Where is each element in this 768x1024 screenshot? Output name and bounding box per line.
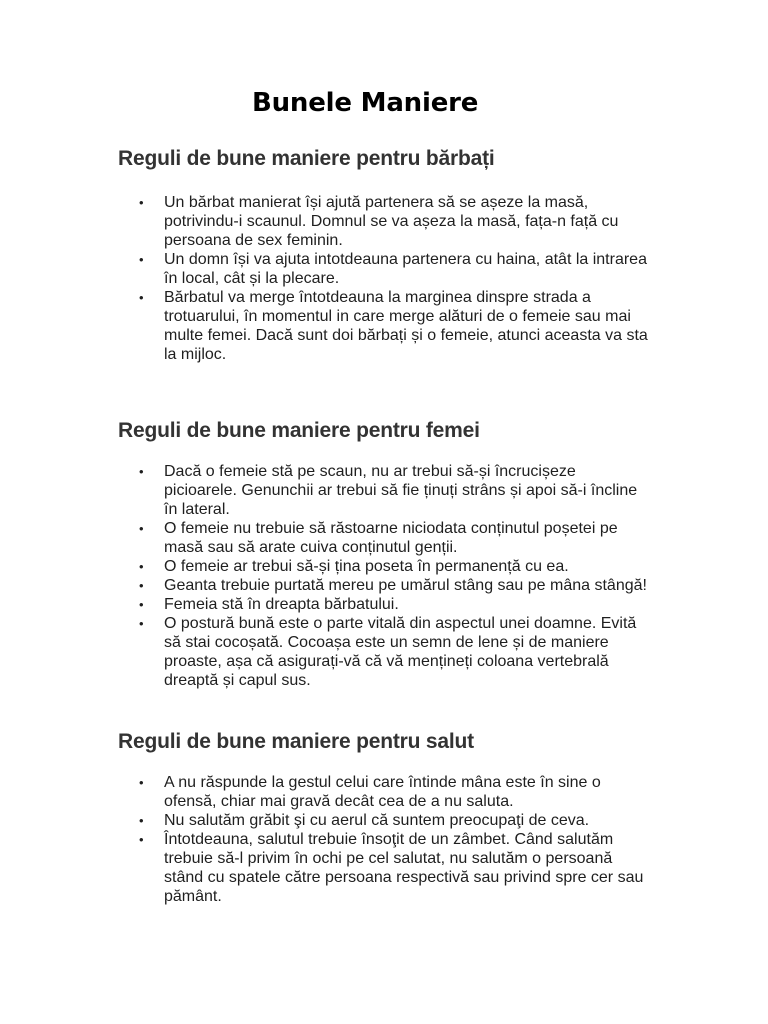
section-heading-femei: Reguli de bune maniere pentru femei [118, 419, 480, 442]
list-item: • Nu salutăm grăbit şi cu aerul că suntem preocupaţi de ceva. [130, 811, 650, 830]
list-item: • O postură bună este o parte vitală din aspectul unei doamne. Evită să stai cocoșată. Cocoașa este un semn de lene și de maniere proaste, așa că asigurați-vă că vă mențineți coloana vertebrală dreaptă și capul sus. [130, 614, 650, 690]
document-title: Bunele Maniere [252, 88, 479, 118]
bullet-list-barbati [130, 193, 650, 364]
list-item: • Un domn își va ajuta intotdeauna partenera cu haina, atât la intrarea în local, cât și la plecare. [130, 250, 650, 288]
section-heading-salut: Reguli de bune maniere pentru salut [118, 730, 474, 753]
list-item: • A nu răspunde la gestul celui care întinde mâna este în sine o ofensă, chiar mai gravă decât cea de a nu saluta. [130, 773, 650, 811]
list-item: • Femeia stă în dreapta bărbatului. [130, 595, 650, 614]
list-item: • Întotdeauna, salutul trebuie însoţit de un zâmbet. Când salutăm trebuie să-l privim în ochi pe cel salutat, nu salutăm o persoană stând cu spatele către persoana respectivă sau privind spre cer sau pământ. [130, 830, 650, 906]
list-item: • Un bărbat manierat își ajută partenera să se așeze la masă, potrivindu-i scaunul. Domnul se va așeza la masă, fața-n față cu persoana de sex feminin. [130, 193, 650, 250]
list-item: • Dacă o femeie stă pe scaun, nu ar trebui să-și încrucișeze picioarele. Genunchii ar trebui să fie ținuți strâns și apoi să-i încline în lateral. [130, 462, 650, 519]
list-item: • Geanta trebuie purtată mereu pe umărul stâng sau pe mâna stângă! [130, 576, 650, 595]
bullet-list-femei [130, 462, 650, 690]
list-item: • O femeie nu trebuie să răstoarne niciodata conținutul poșetei pe masă sau să arate cuiva conținutul genții. [130, 519, 650, 557]
bullet-list-salut [130, 773, 650, 906]
list-item: • Bărbatul va merge întotdeauna la marginea dinspre strada a trotuarului, în momentul in care merge alături de o femeie sau mai multe femei. Dacă sunt doi bărbați și o femeie, atunci aceasta va sta la mijloc. [130, 288, 650, 364]
list-item: • O femeie ar trebui să-și țina poseta în permanență cu ea. [130, 557, 650, 576]
section-heading-barbati: Reguli de bune maniere pentru bărbați [118, 147, 495, 170]
